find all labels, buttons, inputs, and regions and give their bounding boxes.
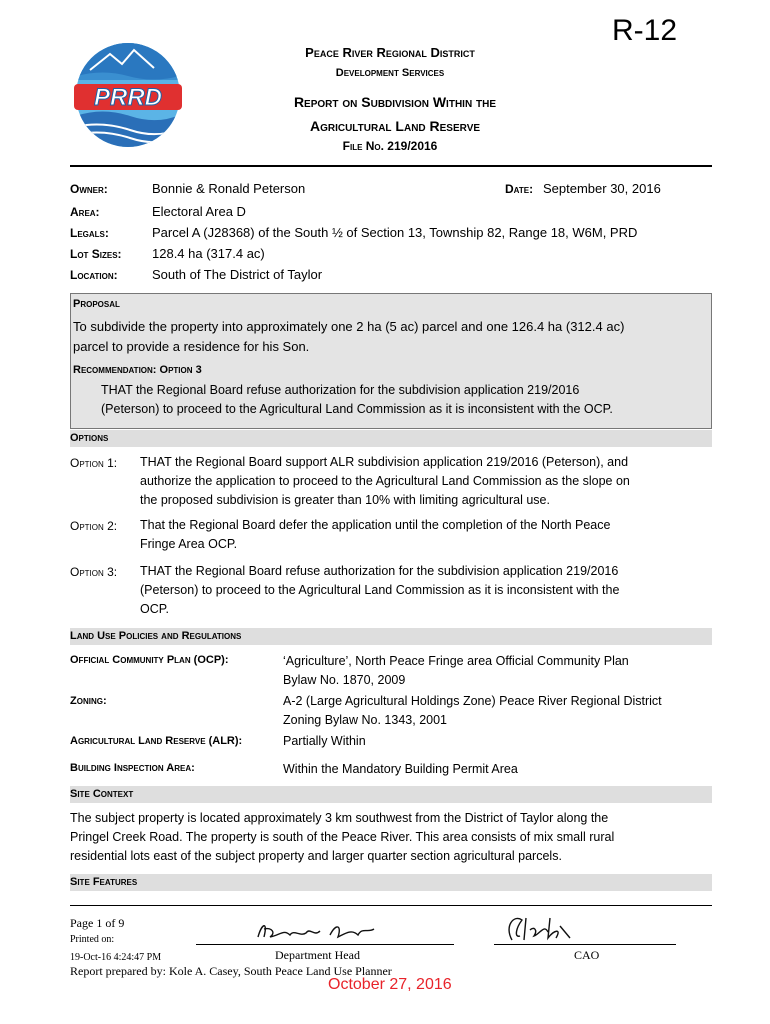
owner-label: Owner: bbox=[70, 182, 108, 196]
site-context-heading: Site Context bbox=[70, 788, 134, 800]
recommendation-heading: Recommendation: Option 3 bbox=[73, 364, 202, 376]
site-context-section-bar bbox=[70, 786, 712, 803]
land-use-heading: Land Use Policies and Regulations bbox=[70, 630, 242, 642]
document-id: R-12 bbox=[612, 14, 678, 47]
printed-date: 19-Oct-16 4:24:47 PM bbox=[70, 952, 162, 963]
cao-signature-line bbox=[494, 944, 676, 945]
location-value: South of The District of Taylor bbox=[152, 267, 323, 282]
printed-on-label: Printed on: bbox=[70, 934, 115, 945]
option1-text bbox=[140, 453, 690, 510]
option1-line: THAT the Regional Board support ALR subdivision application 219/2016 (Peterson), and bbox=[140, 455, 629, 469]
alr-label: Agricultural Land Reserve (ALR): bbox=[70, 735, 243, 747]
recommendation-line1: THAT the Regional Board refuse authorization for the subdivision application 219/2016 bbox=[101, 383, 580, 397]
zoning-value bbox=[283, 692, 703, 730]
prepared-by: Report prepared by: Kole A. Casey, South Peace Land Use Planner bbox=[70, 964, 392, 978]
option3-line: OCP. bbox=[140, 602, 169, 616]
logo-text: PRRD bbox=[93, 84, 163, 111]
recommendation-line2: (Peterson) to proceed to the Agricultural Land Commission as it is inconsistent with the OCP. bbox=[101, 402, 613, 416]
report-title-line1: Report on Subdivision Within the bbox=[293, 94, 497, 110]
department-name: Development Services bbox=[335, 67, 445, 79]
date-value: September 30, 2016 bbox=[543, 181, 661, 196]
option2-line: That the Regional Board defer the application until the completion of the North Peace bbox=[140, 518, 611, 532]
lot-sizes-label: Lot Sizes: bbox=[70, 247, 122, 261]
prrd-logo bbox=[70, 40, 186, 150]
footer-divider bbox=[70, 905, 712, 906]
option1-line: authorize the application to proceed to the Agricultural Land Commission as the slope on bbox=[140, 474, 630, 488]
site-context-line: The subject property is located approximately 3 km southwest from the District of Taylor along the bbox=[70, 811, 609, 825]
department-head-signature-line bbox=[196, 944, 454, 945]
option2-label: Option 2: bbox=[70, 519, 118, 533]
file-number: File No. 219/2016 bbox=[342, 139, 438, 153]
option1-line: the proposed subdivision is greater than 10% with limiting agricultural use. bbox=[140, 493, 550, 507]
proposal-line1: To subdivide the property into approximately one 2 ha (5 ac) parcel and one 126.4 ha (312.4 ac) bbox=[73, 319, 625, 334]
option1-label: Option 1: bbox=[70, 456, 118, 470]
ocp-line: ‘Agriculture’, North Peace Fringe area Official Community Plan bbox=[283, 654, 629, 668]
building-inspection-label: Building Inspection Area: bbox=[70, 762, 195, 774]
zoning-line: Zoning Bylaw No. 1343, 2001 bbox=[283, 713, 447, 727]
option3-line: (Peterson) to proceed to the Agricultural Land Commission as it is inconsistent with the bbox=[140, 583, 620, 597]
zoning-line: A-2 (Large Agricultural Holdings Zone) Peace River Regional District bbox=[283, 694, 662, 708]
legals-value: Parcel A (J28368) of the South ½ of Section 13, Township 82, Range 18, W6M, PRD bbox=[152, 225, 638, 240]
options-heading: Options bbox=[70, 432, 109, 444]
department-head-label: Department Head bbox=[275, 948, 360, 962]
header-divider bbox=[70, 165, 712, 167]
option3-label: Option 3: bbox=[70, 565, 118, 579]
prrd-logo-graphic bbox=[70, 40, 186, 150]
option2-text bbox=[140, 516, 690, 554]
land-use-section-bar bbox=[70, 628, 712, 645]
ocp-line: Bylaw No. 1870, 2009 bbox=[283, 673, 406, 687]
area-label: Area: bbox=[70, 205, 100, 219]
ocp-value bbox=[283, 652, 703, 690]
site-features-heading: Site Features bbox=[70, 876, 138, 888]
proposal-heading: Proposal bbox=[73, 298, 120, 310]
ocp-label: Official Community Plan (OCP): bbox=[70, 654, 229, 666]
department-head-signature bbox=[250, 915, 380, 945]
area-value: Electoral Area D bbox=[152, 204, 246, 219]
site-context-line: Pringel Creek Road. The property is south of the Peace River. This area consists of mix small rural bbox=[70, 830, 615, 844]
report-title-line2: Agricultural Land Reserve bbox=[309, 118, 481, 134]
option3-text bbox=[140, 562, 690, 619]
options-section-bar bbox=[70, 430, 712, 447]
legals-label: Legals: bbox=[70, 226, 109, 240]
cao-signature bbox=[500, 912, 580, 946]
date-label: Date: bbox=[505, 182, 534, 196]
lot-sizes-value: 128.4 ha (317.4 ac) bbox=[152, 246, 265, 261]
page-number: Page 1 of 9 bbox=[70, 916, 125, 930]
option3-line: THAT the Regional Board refuse authorization for the subdivision application 219/2016 bbox=[140, 564, 619, 578]
org-name: Peace River Regional District bbox=[305, 45, 475, 60]
zoning-label: Zoning: bbox=[70, 695, 107, 707]
building-inspection-value: Within the Mandatory Building Permit Area bbox=[283, 762, 518, 776]
site-context-line: residential lots east of the subject property and larger quarter section agricultural parcels. bbox=[70, 849, 562, 863]
proposal-box bbox=[70, 293, 712, 429]
proposal-line2: parcel to provide a residence for his Son. bbox=[73, 339, 310, 354]
owner-value: Bonnie & Ronald Peterson bbox=[152, 181, 306, 196]
site-context-text bbox=[70, 809, 720, 866]
site-features-section-bar bbox=[70, 874, 712, 891]
stamp-date: October 27, 2016 bbox=[328, 976, 452, 993]
alr-value: Partially Within bbox=[283, 734, 366, 748]
location-label: Location: bbox=[70, 268, 118, 282]
cao-label: CAO bbox=[574, 948, 600, 962]
option2-line: Fringe Area OCP. bbox=[140, 537, 238, 551]
